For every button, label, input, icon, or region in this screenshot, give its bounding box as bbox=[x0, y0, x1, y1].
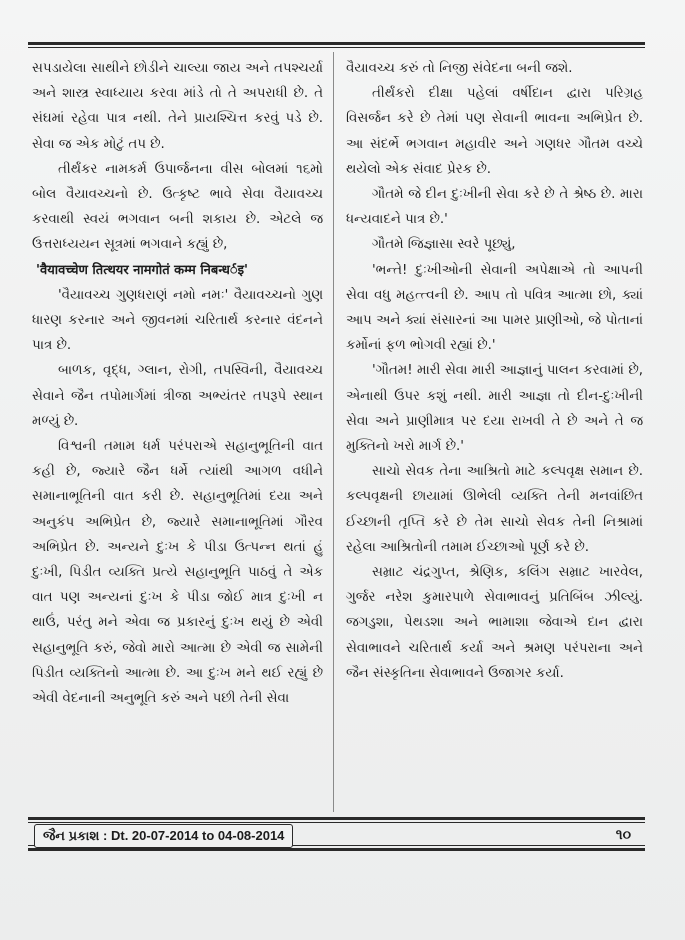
paragraph: વિશ્વની તમામ ધર્મ પરંપરાએ સહાનુભૂતિની વાત કહી છે, જ્યારે જૈન ધર્મે ત્યાંથી આગળ વધીને સમાનાભૂતિની વાત કરી છે. સહાનુભૂતિમાં દયા અને અનુકંપ અભિપ્રેત છે, જ્યારે સમાનાભૂતિમાં ગૌરવ અભિપ્રેત છે. અન્યને દુઃખ કે પીડા ઉત્પન્ન થતાં હું દુઃખી, પિડીત વ્યક્તિ પ્રત્યે સહાનુભૂતિ પાઠવું તે એક વાત પણ અન્યનાં દુઃખ કે પીડા જોઈ માત્ર દુઃખી ન થાઉં, પરંતુ મને એવા જ પ્રકારનું દુઃખ થયું છે એવી સહાનુભૂતિ કરું, જેવો મારો આત્મા છે એવી જ સામેની પિડીત વ્યક્તિનો આત્મા છે. આ દુઃખ મને થઈ રહ્યું છે એવી વેદનાની અનુભૂતિ કરું અને પછી તેની સેવા bbox=[32, 439, 323, 707]
paragraph: 'વૈયાવચ્ચ ગુણધરાણં નમો નમઃ' વૈયાવચ્ચનો ગુણ ધારણ કરનાર અને જીવનમાં ચરિતાર્થ કરનાર વંદનને પાત્ર છે. bbox=[32, 287, 323, 354]
column-divider bbox=[333, 52, 334, 812]
paragraph: ગૌતમે જે દીન દુઃખીની સેવા કરે છે તે શ્રેષ્ઠ છે. મારા ધન્યવાદને પાત્ર છે.' bbox=[346, 187, 643, 228]
paragraph: વૈયાવચ્ચ કરું તો નિજી સંવેદના બની જશે. bbox=[346, 61, 573, 76]
header-rule bbox=[28, 42, 645, 45]
sanskrit-quote: 'वैयावच्चेण तित्थयर नामगोतं कम्म निबन्धर्इ' bbox=[36, 262, 249, 278]
paragraph: સાચો સેવક તેના આશ્રિતો માટે કલ્પવૃક્ષ સમાન છે. કલ્પવૃક્ષની છાયામાં ઊભેલી વ્યક્તિ તેની મનવાંછિત ઈચ્છાની તૃપ્તિ કરે છે તેમ સાચો સેવક તેની નિશ્રામાં રહેલા આશ્રિતોની તમામ ઈચ્છાઓ પૂર્ણ કરે છે. bbox=[346, 464, 643, 555]
page-number: ૧૦ bbox=[615, 827, 631, 843]
publication-line: જૈન પ્રકાશ : Dt. 20-07-2014 to 04-08-2014 bbox=[34, 824, 293, 848]
footer bbox=[28, 817, 645, 851]
left-column bbox=[32, 56, 323, 711]
paragraph: તીર્થંકર નામકર્મ ઉપાર્જનના વીસ બોલમાં ૧૬મો બોલ વૈયાવચ્ચનો છે. ઉત્કૃષ્ટ ભાવે સેવા વૈયાવચ્ચ કરવાથી સ્વયં ભગવાન બની શકાય છે. એટલે જ ઉત્તરાધ્યયન સૂત્રમાં ભગવાને કહ્યું છે, bbox=[32, 161, 323, 253]
paragraph: 'ગૌતમ! મારી સેવા મારી આજ્ઞાનું પાલન કરવામાં છે, એનાથી ઉપર કશું નથી. મારી આજ્ઞા તો દીન-દુઃખીની સેવા અને પ્રાણીમાત્ર પર દયા રાખવી તે છે અને તે જ મુક્તિનો ખરો માર્ગ છે.' bbox=[346, 363, 643, 455]
paragraph: તીર્થંકરો દીક્ષા પહેલાં વર્ષીદાન દ્વારા પરિગ્રહ વિસર્જન કરે છે તેમાં પણ સેવાની ભાવના અભિપ્રેત છે. આ સંદર્ભે ભગવાન મહાવીર અને ગણધર ગૌતમ વચ્ચે થયેલો એક સંવાદ પ્રેરક છે. bbox=[346, 86, 643, 177]
paragraph: 'ભન્તે! દુઃખીઓની સેવાની અપેક્ષાએ તો આપની સેવા વધુ મહત્ત્વની છે. આપ તો પવિત્ર આત્મા છો, ક્યાં આપ અને ક્યાં સંસારનાં આ પામર પ્રાણીઓ, જે પોતાનાં કર્મોનાં ફળ ભોગવી રહ્યાં છે.' bbox=[346, 262, 643, 354]
footer-frame bbox=[28, 822, 645, 846]
paragraph: બાળક, વૃદ્ધ, ગ્લાન, રોગી, તપસ્વિની, વૈયાવચ્ચ સેવાને જૈન તપોમાર્ગમાં ત્રીજા અભ્યંતર તપરૂપે સ્થાન મળ્યું છે. bbox=[32, 363, 323, 429]
right-column bbox=[346, 56, 643, 686]
paragraph: સમ્રાટ ચંદ્રગુપ્ત, શ્રેણિક, કલિંગ સમ્રાટ ખારવેલ, ગુર્જર નરેશ કુમારપાળે સેવાભાવનું પ્રતિબિંબ ઝીલ્યું. જગડુશા, પેથડશા અને ભામાશા જેવાએ દાન દ્વારા સેવાભાવને ચરિતાર્થ કર્યા અને શ્રમણ પરંપરાના અને જૈન સંસ્કૃતિના સેવાભાવને ઉજાગર કર્યા. bbox=[346, 565, 643, 681]
paragraph: ગૌતમે જિજ્ઞાસા સ્વરે પૂછ્યું, bbox=[372, 237, 516, 253]
header-rule-thin bbox=[28, 47, 645, 48]
paragraph: સપડાયેલા સાથીને છોડીને ચાલ્યા જાય અને તપશ્ચર્યા અને શાસ્ત્ર સ્વાધ્યાય કરવા માંડે તો તે અપરાધી છે. તે સંઘમાં રહેવા પાત્ર નથી. તેને પ્રાયશ્ચિત્ત કરવું પડે છે. સેવા જ એક મોટું તપ છે. bbox=[32, 61, 323, 152]
